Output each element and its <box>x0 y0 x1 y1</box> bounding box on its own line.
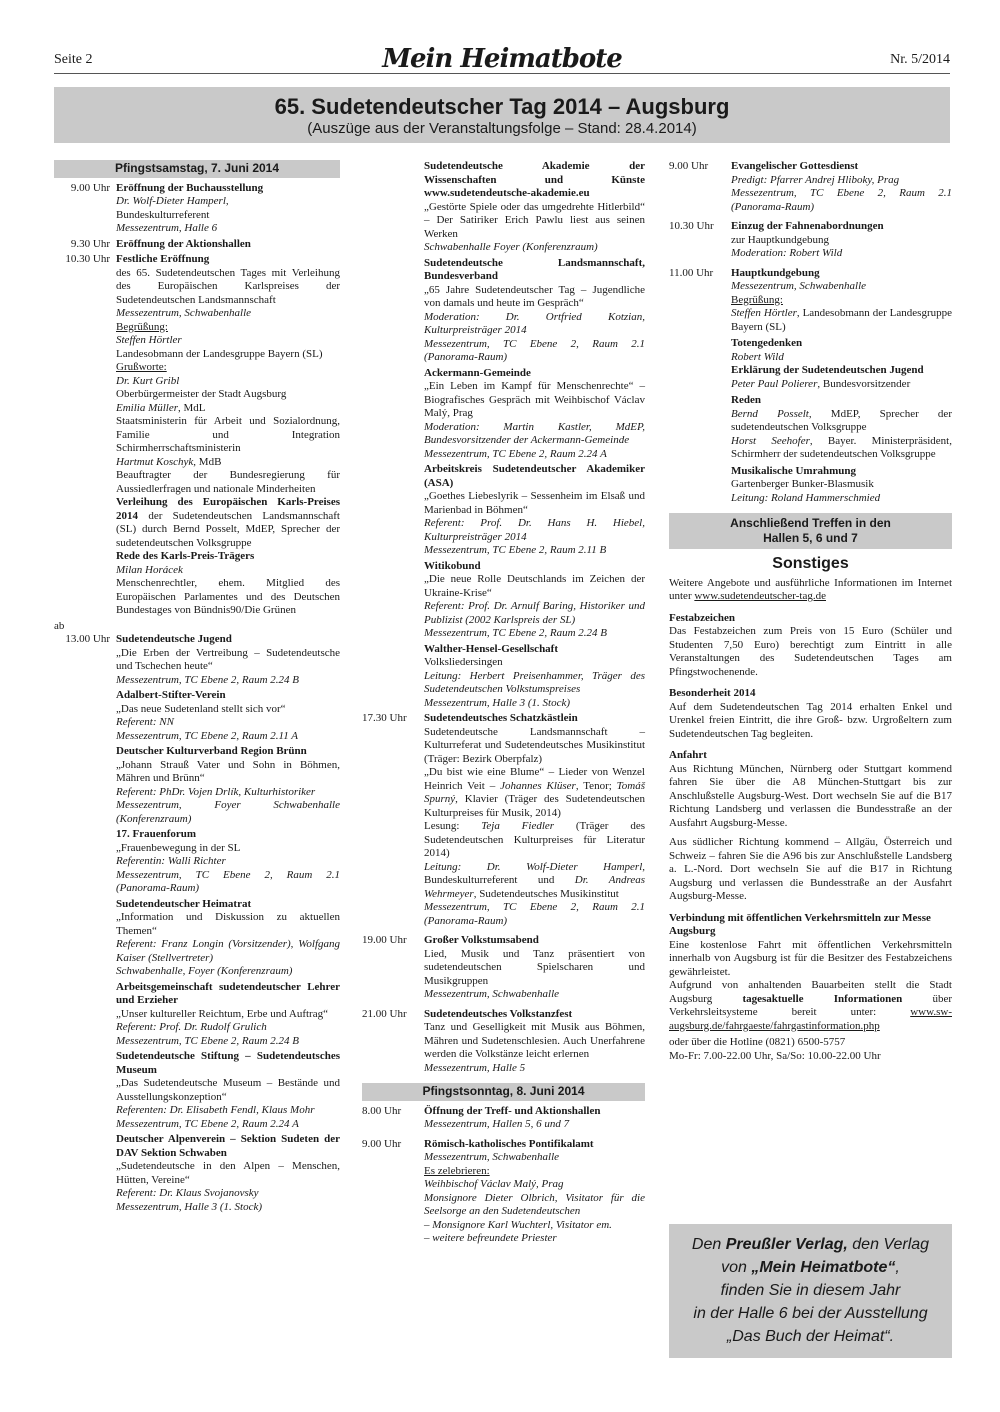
event-referent: Referent: NN <box>116 716 174 728</box>
event-item <box>362 712 645 928</box>
event-time: 9.00 Uhr <box>70 181 110 194</box>
person-name: Dr. Wolf-Dieter Hamperl, <box>116 195 229 207</box>
newspaper-logo: Mein Heimatbote <box>382 44 622 74</box>
event-referent: Moderation: Martin Kastler, MdEP, Bundesvorsitzender der Ackermann-Gemeinde <box>424 420 645 446</box>
section-label: Begrüßung: <box>731 293 783 306</box>
info-text: Aufgrund von anhaltenden Bauarbeiten stellt die Stadt Augsburg tagesaktuelle Informationen über Verkehrsleitsysteme bereit unter: www.sw-augsburg.de/fahrgaeste/fahrgastinformation.php <box>669 979 952 1032</box>
hotline-text: oder über die Hotline (0821) 6500-5757 <box>669 1036 846 1048</box>
person-suffix: , MdB <box>193 455 222 468</box>
event-description: „Gestörte Spiele oder das umgedrehte Hitlerbild“ – Der Satiriker Erich Pawlu liest aus seinen Werken <box>424 200 645 240</box>
event-item <box>669 160 952 214</box>
person-name: Hartmut Koschyk <box>116 455 194 468</box>
section-label: Musikalische Umrahmung <box>731 464 856 477</box>
event-title: Sudetendeutsche Stiftung – Sudetendeutsches Museum <box>116 1050 340 1076</box>
event-item <box>54 238 340 252</box>
event-location: Messezentrum, Schwabenhalle <box>116 307 252 319</box>
person-name: Weihbischof Václav Malý, Prag <box>424 1178 564 1190</box>
event-time: 21.00 Uhr <box>362 1007 407 1020</box>
info-text: Auf dem Sudetendeutschen Tag 2014 erhalten Enkel und Urenkel freien Eintritt, die ihre Groß- bzw. Urgroßeltern zum Sudetendeutschen Tag begleiten. <box>669 700 952 740</box>
event-location: Messezentrum, TC Ebene 2, Raum 2.1 (Panorama-Raum) <box>731 187 952 213</box>
event-item <box>424 160 645 255</box>
event-location: Schwabenhalle, Foyer (Konferenzraum) <box>116 965 293 977</box>
event-location: Messezentrum, TC Ebene 2, Raum 2.24 A <box>424 447 607 460</box>
event-title: Hauptkundgebung <box>731 266 820 279</box>
event-item <box>116 828 340 896</box>
event-item <box>116 745 340 826</box>
event-title: Sudetendeutsche Akademie der Wissenschaften und Künste www.sudetendeutsche-akademie.eu <box>424 160 645 199</box>
event-location: Messezentrum, TC Ebene 2, Raum 2.1 (Panorama-Raum) <box>424 337 645 363</box>
info-heading: Besonderheit 2014 <box>669 687 756 699</box>
event-description: zur Hauptkundgebung <box>731 233 830 246</box>
event-referent: Referent: Franz Longin (Vorsitzender), Wolfgang Kaiser (Stellvertreter) <box>116 938 340 964</box>
event-location: Messezentrum, Foyer Schwabenhalle (Konferenzraum) <box>116 799 340 825</box>
event-title: Einzug der Fahnenabordnungen <box>731 220 884 232</box>
award-title: Verleihung des Europäischen Karls-Preises 2014 <box>116 496 340 522</box>
music-group: Gartenberger Bunker-Blasmusik <box>731 478 874 490</box>
section-label: Es zelebrieren: <box>424 1164 490 1177</box>
event-referent: Referent: Dr. Klaus Svojanovsky <box>116 1187 259 1199</box>
event-title: Großer Volkstumsabend <box>424 934 539 946</box>
person-role: , Bundesvorsitzender <box>817 377 911 390</box>
event-prefix <box>54 620 340 634</box>
person-role: , Landesobmann der Landesgruppe Bayern (SL) <box>731 307 952 333</box>
person-name: Robert Wild <box>731 350 784 363</box>
event-description: „Sudetendeutsche in den Alpen – Menschen, Hütten, Vereine“ <box>116 1160 340 1186</box>
event-description: „Das neue Sudetenland stellt sich vor“ <box>116 702 286 715</box>
event-title: Evangelischer Gottesdienst <box>731 160 859 172</box>
section-label: Begrüßung: <box>116 320 168 333</box>
event-time: 9.00 Uhr <box>669 160 709 172</box>
section-label: Totengedenken <box>731 337 803 349</box>
event-description: „65 Jahre Sudetendeutscher Tag – Jugendliche von damals und heute im Gespräch“ <box>424 283 645 309</box>
event-title: Sudetendeutscher Heimatrat <box>116 897 252 910</box>
event-description-2: „Du bist wie eine Blume“ – Lieder von Wenzel Heinrich Veit – Johannes Klüser, Tenor; Tomáš Spurný, Klavier (Träger des Sudetendeutschen Kulturpreises für Musik, 2014) <box>424 766 645 819</box>
event-title: Ackermann-Gemeinde <box>424 366 531 379</box>
person-name: – Monsignore Karl Wuchterl, Visitator em. <box>424 1218 612 1231</box>
event-item <box>116 1133 340 1214</box>
person-role: Landesobmann der Landesgruppe Bayern (SL) <box>116 347 323 360</box>
event-referent: Referent: Prof. Dr. Rudolf Grulich <box>116 1021 267 1033</box>
event-referent: Referent: Prof. Dr. Hans H. Hiebel, Kulturpreisträger 2014 <box>424 517 645 543</box>
event-title: Römisch-katholisches Pontifikalamt <box>424 1137 594 1150</box>
event-location: Messezentrum, TC Ebene 2, Raum 2.1 (Panorama-Raum) <box>424 901 645 927</box>
person-name: Steffen Hörtler <box>116 334 182 346</box>
event-item <box>116 689 340 743</box>
column-2 <box>362 160 645 1248</box>
person-role: Oberbürgermeister der Stadt Augsburg <box>116 388 287 400</box>
event-time: 9.00 Uhr <box>362 1137 402 1150</box>
event-lead: Leitung: Dr. Wolf-Dieter Hamperl, Bundeskulturreferent und Dr. Andreas Wehrmeyer, Sudetendeutsches Musikinstitut <box>424 860 645 900</box>
event-item <box>116 1050 340 1131</box>
event-title: Deutscher Alpenverein – Sektion Sudeten der DAV Sektion Schwaben <box>116 1133 340 1159</box>
person-name: – weitere befreundete Priester <box>424 1232 557 1244</box>
event-item <box>424 257 645 365</box>
event-time: 17.30 Uhr <box>362 712 407 724</box>
event-title: Sudetendeutsches Volkstanzfest <box>424 1007 573 1020</box>
event-title: Öffnung der Treff- und Aktionshallen <box>424 1104 601 1117</box>
event-description: Sudetendeutsche Landsmannschaft – Kulturreferat und Sudetendeutsches Musikinstitut (Träger: Bezirk Oberpfalz) <box>424 725 645 765</box>
event-location: Messezentrum, Schwabenhalle <box>424 988 560 1000</box>
event-item <box>424 463 645 558</box>
info-heading: Festabzeichen <box>669 611 735 624</box>
day-header-sunday: Pfingstsonntag, 8. Juni 2014 <box>362 1083 645 1101</box>
info-heading: Anfahrt <box>669 749 707 761</box>
event-location: Messezentrum, TC Ebene 2, Raum 2.24 B <box>116 1034 300 1047</box>
person-name: Emilia Müller <box>116 401 179 414</box>
event-item <box>424 367 645 462</box>
event-item <box>362 1008 645 1076</box>
hotline-hours: Mo-Fr: 7.00-22.00 Uhr, Sa/So: 10.00-22.00 Uhr <box>669 1049 881 1062</box>
info-text: Aus südlicher Richtung kommend – Allgäu, Österreich und Schweiz – fahren Sie die A96 bis zur Anschlußstelle Landsberg a. L.-Nord. Dort wechseln Sie auf die B17 in Richtung Augsburg und verlassen die Bundesstraße an der Ausfahrt Augsburg-Messe. <box>669 836 952 902</box>
event-title: 17. Frauenforum <box>116 828 197 840</box>
event-time: 10.30 Uhr <box>669 220 714 232</box>
event-item <box>116 981 340 1049</box>
event-item <box>669 267 952 506</box>
event-item <box>424 643 645 711</box>
event-title: Deutscher Kulturverband Region Brünn <box>116 745 307 757</box>
event-item <box>116 898 340 979</box>
event-referent: Referent: PhDr. Vojen Drlík, Kulturhistoriker <box>116 785 316 798</box>
event-item <box>54 253 340 618</box>
page-header <box>54 44 950 74</box>
event-referent: Referentin: Walli Richter <box>116 855 226 867</box>
page-subtitle: (Auszüge aus der Veranstaltungsfolge – Stand: 28.4.2014) <box>307 120 697 137</box>
event-time: 10.30 Uhr <box>65 253 110 265</box>
person-name: Milan Horácek <box>116 563 183 576</box>
person-role: , Bayer. Ministerpräsident, Schirmherr der sudetendeutschen Volksgruppe <box>731 434 952 460</box>
column-1 <box>54 160 340 1216</box>
info-text: Eine kostenlose Fahrt mit öffentlichen Verkehrsmitteln innerhalb von Augsburg ist für die Besitzer des Festabzeichens gewährleistet. <box>669 938 952 978</box>
event-location: Messezentrum, Schwabenhalle <box>731 280 867 292</box>
event-reading: Lesung: Teja Fiedler (Träger des Sudetendeutschen Kulturpreises für Literatur 2014) <box>424 820 645 859</box>
title-banner <box>54 87 950 143</box>
speech-title: Rede des Karls-Preis-Trägers <box>116 550 255 562</box>
event-title: Walther-Hensel-Gesellschaft <box>424 642 559 655</box>
event-location: Schwabenhalle Foyer (Konferenzraum) <box>424 241 598 253</box>
afterwards-banner: Anschließend Treffen in den Hallen 5, 6 und 7 <box>669 513 952 549</box>
transit-link[interactable]: www.sw-augsburg.de/fahrgaeste/fahrgastinformation.php <box>669 1006 952 1032</box>
event-title: Eröffnung der Aktionshallen <box>116 237 251 250</box>
event-description: des 65. Sudetendeutschen Tages mit Verleihung des Europäischen Karlspreises der Sudetendeutschen Landsmannschaft <box>116 266 340 306</box>
event-description: „Die Erben der Vertreibung – Sudetendeutsche und Tschechen heute“ <box>116 646 340 672</box>
person-role: , MdEP, Sprecher der sudetendeutschen Volksgruppe <box>731 407 952 433</box>
section-heading-sonstiges: Sonstiges <box>772 555 849 572</box>
event-title: Eröffnung der Buchausstellung <box>116 181 264 194</box>
event-referent: Referenten: Dr. Elisabeth Fendl, Klaus Mohr <box>116 1104 315 1116</box>
event-title: Festliche Eröffnung <box>116 253 210 265</box>
event-location: Messezentrum, Halle 5 <box>424 1061 526 1074</box>
person-role: Bundeskulturreferent <box>116 208 210 221</box>
event-description: „Die neue Rolle Deutschlands im Zeichen der Ukraine-Krise“ <box>424 573 645 599</box>
person-name: Steffen Hörtler <box>731 307 797 319</box>
award-description: der Sudetendeutschen Landsmannschaft (SL) durch Bernd Posselt, MdEP, Sprecher der sudetendeutschen Volksgruppe <box>116 509 340 549</box>
event-title: Sudetendeutsche Jugend <box>116 633 232 645</box>
event-description: Lied, Musik und Tanz präsentiert von sudetendeutschen Spielscharen und Musikgruppen <box>424 947 645 987</box>
event-description: „Ein Leben im Kampf für Menschenrechte“ – Biografisches Gespräch mit Weihbischof Václav Malý, Prag <box>424 380 645 419</box>
event-description: „Das Sudetendeutsche Museum – Bestände und Ausstellungskonzeption“ <box>116 1077 340 1103</box>
event-location: Messezentrum, TC Ebene 2, Raum 2.11 B <box>424 544 607 556</box>
event-location: Messezentrum, Halle 6 <box>116 222 218 234</box>
info-heading: Verbindung mit öffentlichen Verkehrsmitteln zur Messe Augsburg <box>669 911 931 937</box>
event-description: Tanz und Geselligkeit mit Musik aus Böhmen, Mähren und Sudetenschlesien. Auch Unerfahrene werden die Volkstänze leicht erlernen <box>424 1021 645 1060</box>
event-referent: Moderation: Dr. Ortfried Kotzian, Kulturpreisträger 2014 <box>424 310 645 336</box>
info-text: Das Festabzeichen zum Preis von 15 Euro (Schüler und Studenten 7,50 Euro) berechtigt zum Eintritt in alle Veranstaltungen des Sudetendeutschen Tages am Pfingstwochenende. <box>669 625 952 678</box>
event-title: Arbeitsgemeinschaft sudetendeutscher Lehrer und Erzieher <box>116 980 340 1006</box>
event-description: „Frauenbewegung in der SL <box>116 841 241 854</box>
event-referent: Referent: Prof. Dr. Arnulf Baring, Historiker und Publizist (2002 Karlspreis der SL) <box>424 600 645 626</box>
event-time: 19.00 Uhr <box>362 934 407 946</box>
publisher-notice-box: Den Preußler Verlag, den Verlag von „Mein Heimatbote“, finden Sie in diesem Jahr in der Halle 6 bei der Ausstellung „Das Buch der Heimat“. <box>669 1224 952 1358</box>
event-time: 11.00 Uhr <box>669 266 714 279</box>
info-text: Aus Richtung München, Nürnberg oder Stuttgart kommend fahren Sie über die A8 München-Stuttgart bis zur Anschlußstelle Augsburg-West. Dort wechseln Sie auf die B17 Richtung Landsberg und verlassen die Bundesstraße an der Ausfahrt Augsburg-Messe. <box>669 762 952 829</box>
event-description: „Information und Diskussion zu aktuellen Themen“ <box>116 911 340 937</box>
event-time-prefix: ab <box>54 619 65 632</box>
event-description: „Unser kultureller Reichtum, Erbe und Auftrag“ <box>116 1007 328 1020</box>
section-label: Reden <box>731 394 761 406</box>
event-description: „Goethes Liebeslyrik – Sessenheim im Elsaß und Marienbad in Böhmen“ <box>424 490 645 516</box>
person-name: Peter Paul Polierer <box>731 377 818 390</box>
issue-number: Nr. 5/2014 <box>890 52 950 67</box>
person-name: Horst Seehofer <box>731 434 810 447</box>
event-location: Messezentrum, TC Ebene 2, Raum 2.24 A <box>116 1117 299 1130</box>
event-location: Messezentrum, Schwabenhalle <box>424 1151 560 1163</box>
day-header-saturday: Pfingstsamstag, 7. Juni 2014 <box>54 160 340 178</box>
event-title: Witikobund <box>424 559 481 572</box>
event-location: Messezentrum, TC Ebene 2, Raum 2.24 B <box>424 627 608 639</box>
event-location: Messezentrum, Halle 3 (1. Stock) <box>424 696 571 709</box>
person-name: Dr. Kurt Gribl <box>116 374 180 387</box>
person-suffix: , MdL <box>178 401 206 414</box>
event-location: Messezentrum, TC Ebene 2, Raum 2.24 B <box>116 673 300 686</box>
event-time: 13.00 Uhr <box>65 633 110 645</box>
event-description: „Johann Strauß Vater und Sohn in Böhmen, Mähren und Brünn“ <box>116 758 340 784</box>
person-name: Bernd Posselt <box>731 407 809 420</box>
event-item <box>362 1138 645 1246</box>
event-title: Adalbert-Stifter-Verein <box>116 689 226 701</box>
event-title: Sudetendeutsches Schatzkästlein <box>424 712 578 724</box>
event-referent: Predigt: Pfarrer Andrej Hliboky, Prag <box>731 173 900 186</box>
event-location: Messezentrum, TC Ebene 2, Raum 2.1 (Panorama-Raum) <box>116 868 340 894</box>
event-location: Messezentrum, TC Ebene 2, Raum 2.11 A <box>116 729 298 742</box>
event-time: 9.30 Uhr <box>70 237 110 250</box>
section-label: Erklärung der Sudetendeutschen Jugend <box>731 364 924 376</box>
person-name: Monsignore Dieter Olbrich, Visitator für die Seelsorge an den Sudetendeutschen <box>424 1191 645 1217</box>
event-item <box>54 182 340 236</box>
event-lead: Leitung: Roland Hammerschmied <box>731 491 881 504</box>
event-item <box>362 1105 645 1132</box>
website-link[interactable]: www.sudetendeutscher-tag.de <box>694 590 826 602</box>
event-item <box>54 633 340 687</box>
page-number: Seite 2 <box>54 52 93 67</box>
column-3 <box>669 160 952 1063</box>
event-referent: Leitung: Herbert Preisenhammer, Träger des Sudetendeutschen Volkstumspreises <box>424 669 645 695</box>
event-title: Sudetendeutsche Landsmannschaft, Bundesverband <box>424 256 645 282</box>
person-role: Menschenrechtler, ehem. Mitglied des Europäischen Parlamentes und des Deutschen Bundestages von Bündnis90/Die Grünen <box>116 577 340 616</box>
event-title: Arbeitskreis Sudetendeutscher Akademiker (ASA) <box>424 463 645 489</box>
event-item <box>362 934 645 1002</box>
event-location: Messezentrum, Hallen 5, 6 und 7 <box>424 1118 570 1130</box>
section-label: Grußworte: <box>116 361 167 373</box>
event-time: 8.00 Uhr <box>362 1104 402 1117</box>
person-role: Beauftragter der Bundesregierung für Aussiedlerfragen und nationale Minderheiten <box>116 469 340 495</box>
event-item <box>669 220 952 261</box>
event-item <box>424 560 645 641</box>
event-location: Messezentrum, Halle 3 (1. Stock) <box>116 1200 263 1213</box>
page-title: 65. Sudetendeutscher Tag 2014 – Augsburg <box>274 94 730 119</box>
person-role: Staatsministerin für Arbeit und Sozialordnung, Familie und Integration Schirmherrschaftsministerin <box>116 415 340 454</box>
event-referent: Moderation: Robert Wild <box>731 247 843 259</box>
event-description: Volksliedersingen <box>424 656 503 668</box>
info-intro: Weitere Angebote und ausführliche Informationen im Internet unter www.sudetendeutscher-tag.de <box>669 576 952 602</box>
